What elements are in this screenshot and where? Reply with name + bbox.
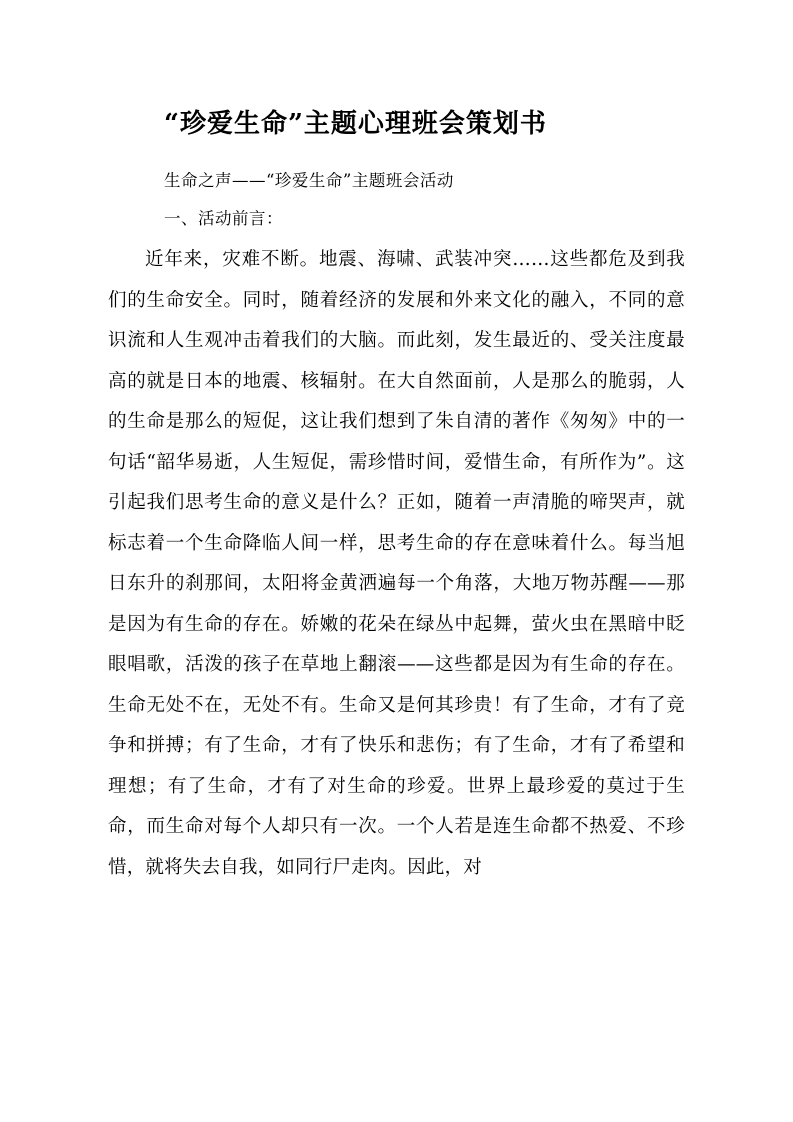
page-title: “珍爱生命”主题心理班会策划书 <box>164 109 547 139</box>
document-subtitle: 生命之声——“珍爱生命”主题班会活动 <box>164 171 454 190</box>
body-paragraph: 近年来，灾难不断。地震、海啸、武装冲突……这些都危及到我们的生命安全。同时，随着经济的发展和外来文化的融入，不同的意识流和人生观冲击着我们的大脑。而此刻，发生最近的、受关注度最高的就是日本的地震、核辐射。在大自然面前，人是那么的脆弱，人的生命是那么的短促，这让我们想到了朱自清的著作《匆匆》中的一句话“韶华易逝，人生短促，需珍惜时间，爱惜生命，有所作为”。这引起我们思考生命的意义是什么？正如，随着一声清脆的啼哭声，就标志着一个生命降临人间一样，思考生命的存在意味着什么。每当旭日东升的刹那间，太阳将金黄洒遍每一个角落，大地万物苏醒——那是因为有生命的存在。娇嫩的花朵在绿丛中起舞，萤火虫在黑暗中眨眼唱歌，活泼的孩子在草地上翻滚——这些都是因为有生命的存在。生命无处不在，无处不有。生命又是何其珍贵！有了生命，才有了竞争和拼搏；有了生命，才有了快乐和悲伤；有了生命，才有了希望和理想；有了生命，才有了对生命的珍爱。世界上最珍爱的莫过于生命，而生命对每个人却只有一次。一个人若是连生命都不热爱、不珍惜，就将失去自我，如同行尸走肉。因此，对 <box>108 249 685 878</box>
section-heading-activity-preface: 一、活动前言： <box>164 209 283 228</box>
